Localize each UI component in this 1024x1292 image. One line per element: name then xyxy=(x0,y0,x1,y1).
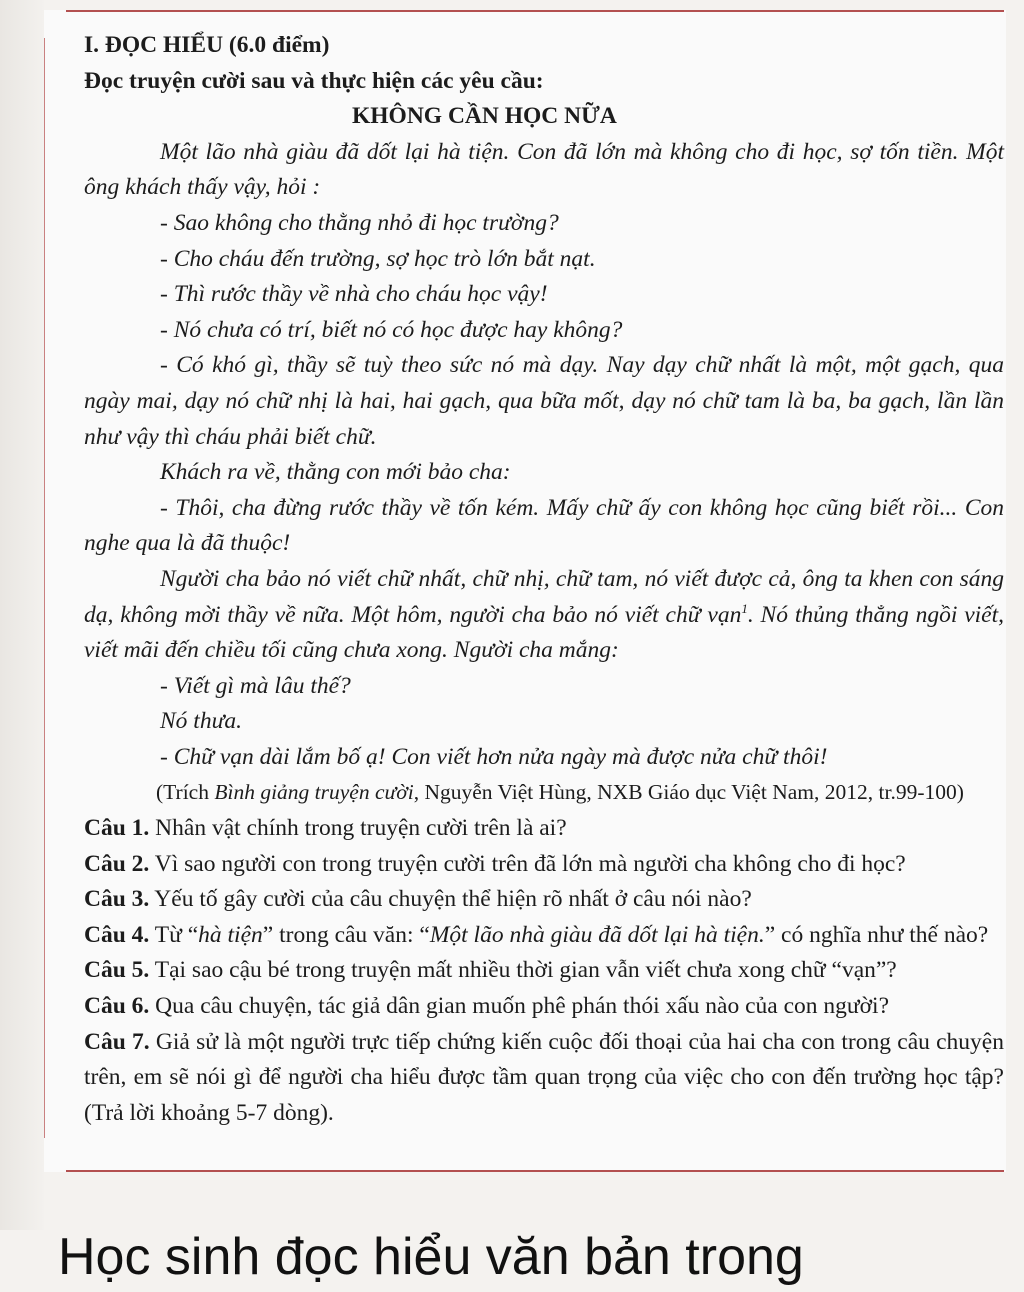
dialogue-line-3: - Thì rước thầy về nhà cho cháu học vậy! xyxy=(160,281,548,308)
story-paragraph-3 xyxy=(84,562,1004,669)
dialogue-line-7: - Viết gì mà lâu thế? xyxy=(160,672,351,699)
question-text: Qua câu chuyện, tác giả dân gian muốn phê phán thói xấu nào của con người? xyxy=(149,993,890,1020)
question-text: Nhân vật chính trong truyện cười trên là ai? xyxy=(149,815,567,842)
dialogue-line-8: - Chữ vạn dài lắm bố ạ! Con viết hơn nửa ngày mà được nửa chữ thôi! xyxy=(160,743,828,770)
dialogue-line-2: - Cho cháu đến trường, sợ học trò lớn bắt nạt. xyxy=(160,245,596,272)
dialogue-line-5: - Có khó gì, thầy sẽ tuỳ theo sức nó mà dạy. Nay dạy chữ nhất là một, một gạch, qua ngày mai, dạy nó chữ nhị là hai, hai gạch, qua bữa mốt, dạy nó chữ tam là ba, ba gạch, lần lần như vậy thì cháu phải biết chữ. xyxy=(84,352,1004,450)
story-paragraph-2: Khách ra về, thằng con mới bảo cha: xyxy=(160,459,511,486)
question-text-b: ” trong câu văn: “ xyxy=(262,921,430,948)
question-2 xyxy=(84,847,1004,883)
story-paragraph-4: Nó thưa. xyxy=(160,708,243,735)
source-book-title: Bình giảng truyện cười xyxy=(214,780,414,805)
section-heading: I. ĐỌC HIỂU (6.0 điểm) xyxy=(84,32,330,58)
p3-text-b: . Nó thủng thẳng ngồi viết, viết mãi đến chiều tối cũng chưa xong. Người cha mắng: xyxy=(84,601,1004,664)
question-text-a: Từ “ xyxy=(149,921,199,948)
dialogue-line-4: - Nó chưa có trí, biết nó có học được hay không? xyxy=(160,316,623,343)
source-suffix: , Nguyễn Việt Hùng, NXB Giáo dục Việt Nam, 2012, tr.99-100) xyxy=(413,780,964,805)
question-7 xyxy=(84,1025,1004,1132)
story-title: KHÔNG CẦN HỌC NỮA xyxy=(352,103,617,130)
page-caption: Học sinh đọc hiểu văn bản trong xyxy=(58,1228,804,1286)
background-strip xyxy=(0,0,44,1230)
question-text: Yếu tố gây cười của câu chuyện thể hiện rõ nhất ở câu nói nào? xyxy=(149,886,752,913)
question-label: Câu 1. xyxy=(84,815,150,842)
question-5 xyxy=(84,953,1004,989)
p3-text-a: Người cha bảo nó viết chữ nhất, chữ nhị, chữ tam, nó viết được cả, ông ta khen con sáng dạ, không mời thầy về nữa. Một hôm, người cha bảo nó viết chữ vạn xyxy=(84,565,1004,628)
question-label: Câu 2. xyxy=(84,850,150,877)
question-word: hà tiện xyxy=(198,921,263,948)
source-citation xyxy=(84,775,1004,811)
question-6 xyxy=(84,989,1004,1025)
question-text-c: ” có nghĩa như thế nào? xyxy=(764,921,989,948)
left-rule xyxy=(44,38,45,1138)
footnote-marker: 1 xyxy=(741,600,748,616)
question-text: Vì sao người con trong truyện cười trên đã lớn mà người cha không cho đi học? xyxy=(149,850,906,877)
dialogue-line-6: - Thôi, cha đừng rước thầy về tốn kém. Mấy chữ ấy con không học cũng biết rồi... Con nghe qua là đã thuộc! xyxy=(84,494,1004,557)
question-text: Giả sử là một người trực tiếp chứng kiến cuộc đối thoại của hai cha con trong câu chuyện trên, em sẽ nói gì để người cha hiểu được tầm quan trọng của việc cho con đến trường học tập? (Trả lời khoảng 5-7 dòng). xyxy=(84,1028,1004,1126)
dialogue-line-1: - Sao không cho thằng nhỏ đi học trường? xyxy=(160,209,559,236)
question-label: Câu 7. xyxy=(84,1028,150,1055)
question-label: Câu 4. xyxy=(84,921,150,948)
question-quote: Một lão nhà giàu đã dốt lại hà tiện. xyxy=(429,921,765,948)
question-4 xyxy=(84,918,1004,954)
top-rule xyxy=(66,10,1004,12)
question-3 xyxy=(84,882,1004,918)
question-label: Câu 6. xyxy=(84,993,150,1020)
instruction: Đọc truyện cười sau và thực hiện các yêu cầu: xyxy=(84,67,544,94)
source-prefix: (Trích xyxy=(156,780,215,805)
story-paragraph-1: Một lão nhà giàu đã dốt lại hà tiện. Con đã lớn mà không cho đi học, sợ tốn tiền. Một ông khách thấy vậy, hỏi : xyxy=(84,138,1004,201)
question-text: Tại sao cậu bé trong truyện mất nhiều thời gian vẫn viết chưa xong chữ “vạn”? xyxy=(149,957,897,984)
question-1 xyxy=(84,811,1004,847)
question-label: Câu 3. xyxy=(84,886,150,913)
document-content xyxy=(84,28,1004,1131)
bottom-rule xyxy=(66,1170,1004,1172)
question-label: Câu 5. xyxy=(84,957,150,984)
